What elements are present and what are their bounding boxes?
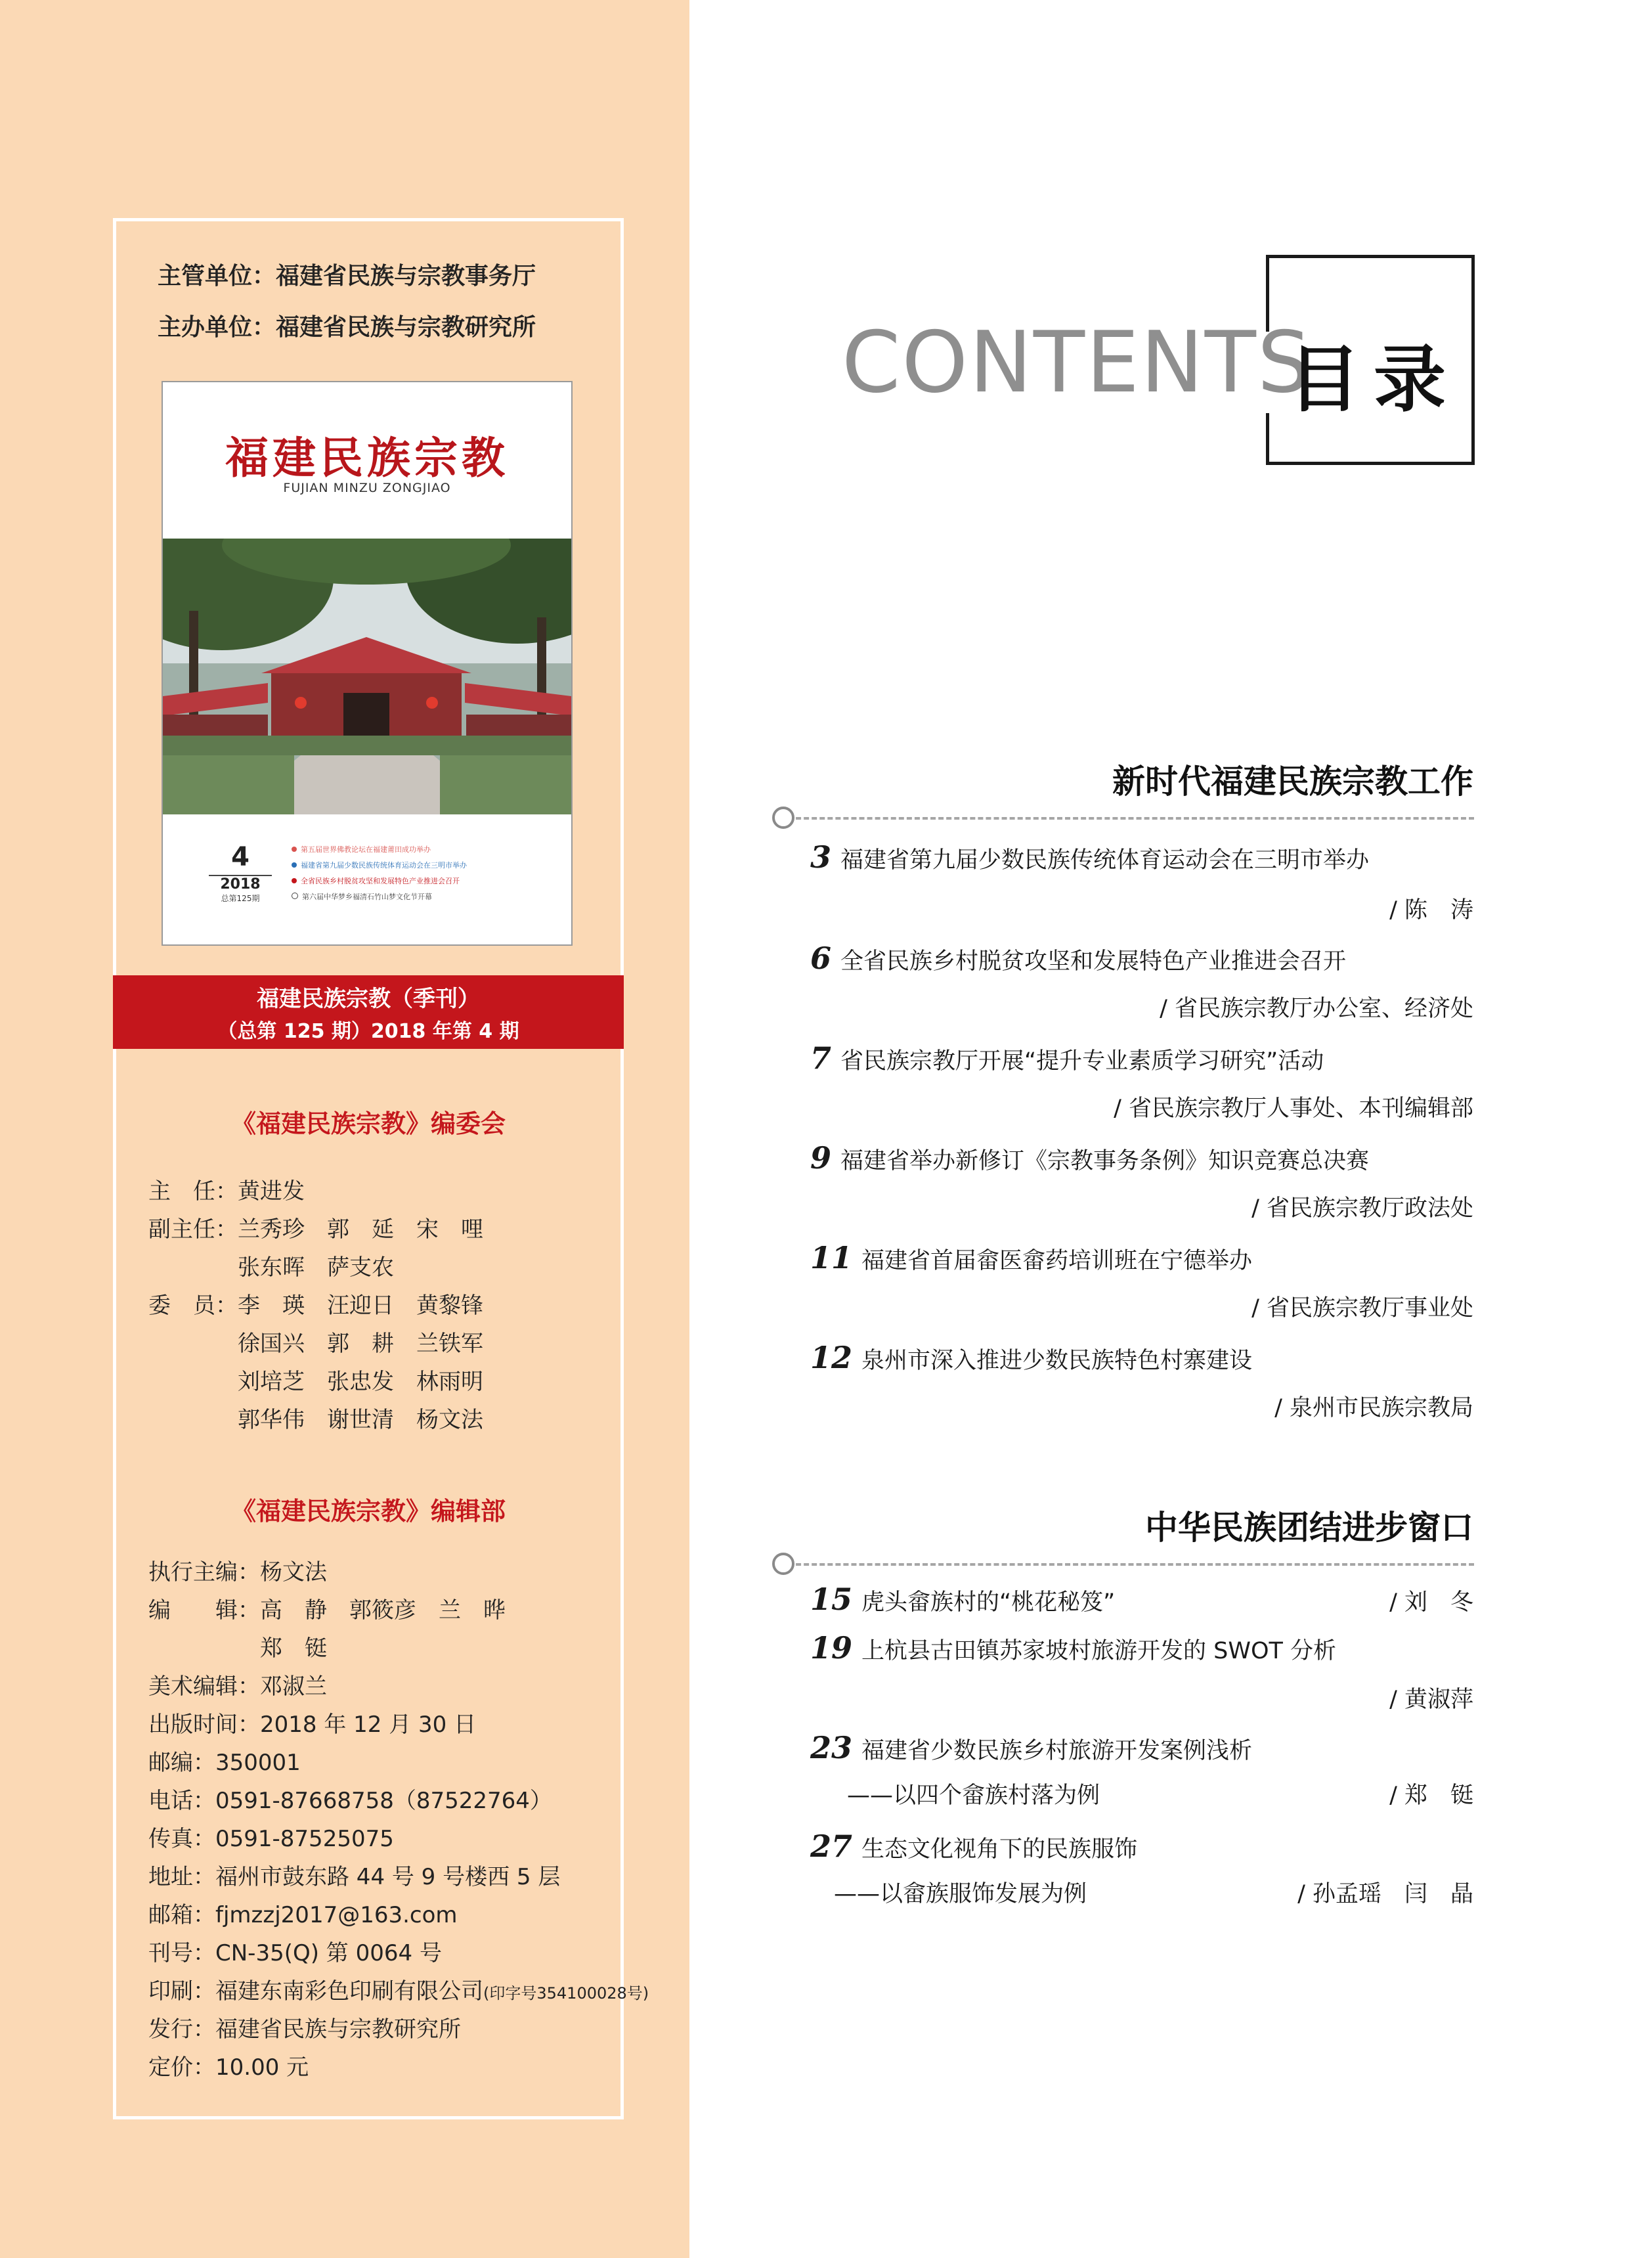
toc-article-title: 全省民族乡村脱贫攻坚和发展特色产业推进会召开: [840, 948, 1347, 975]
toc-author: / 孙孟瑶 闫 晶: [1297, 1881, 1473, 1907]
toc-author: / 黄淑萍: [1389, 1687, 1473, 1713]
cover-subtitle: FUJIAN MINZU ZONGJIAO: [283, 481, 451, 495]
bullet-icon: [292, 878, 297, 883]
editorial-line: 邮编：350001: [148, 1750, 301, 1776]
toc-page-number: 7: [810, 1040, 832, 1076]
toc-entry[interactable]: [810, 1730, 1252, 1765]
editorial-line: 执行主编：杨文法: [148, 1559, 327, 1585]
editorial-line: 定价：10.00 元: [148, 2054, 309, 2081]
editorial-line: 印刷：福建东南彩色印刷有限公司(印字号354100028号): [148, 1978, 649, 2004]
supervisor-unit: 主管单位：福建省民族与宗教事务厅: [158, 263, 536, 290]
toc-author: / 泉州市民族宗教局: [1274, 1395, 1473, 1421]
editorial-line: 邮箱：fjmzzj2017@163.com: [148, 1902, 458, 1928]
contents-heading-en: CONTENTS: [842, 314, 1313, 412]
temple-image: [163, 539, 571, 814]
cover-issue-year: 2018: [209, 875, 272, 893]
toc-article-title: 虎头畲族村的“桃花秘笈”: [861, 1589, 1116, 1616]
editorial-line: 郑 铤: [148, 1635, 327, 1662]
bullet-icon: [292, 862, 297, 868]
toc-article-title: 生态文化视角下的民族服饰: [861, 1836, 1138, 1863]
committee-line: 主 任：黄进发: [148, 1178, 305, 1205]
cover-headline: 福建省第九届少数民族传统体育运动会在三明市举办: [292, 858, 561, 874]
editorial-line: 美术编辑：邓淑兰: [148, 1673, 327, 1700]
editorial-line: 地址：福州市鼓东路 44 号 9 号楼西 5 层: [148, 1864, 561, 1890]
circle-icon: [772, 807, 794, 829]
toc-author: / 省民族宗教厅政法处: [1251, 1195, 1473, 1222]
editorial-heading: 《福建民族宗教》编辑部: [230, 1497, 506, 1526]
toc-entry[interactable]: [810, 839, 1369, 875]
toc-article-title: 福建省第九届少数民族传统体育运动会在三明市举办: [840, 847, 1370, 874]
toc-author: / 省民族宗教厅人事处、本刊编辑部: [1114, 1096, 1473, 1122]
circle-icon: [772, 1553, 794, 1575]
editorial-line: 刊号：CN-35(Q) 第 0064 号: [148, 1940, 442, 1966]
committee-heading: 《福建民族宗教》编委会: [230, 1109, 506, 1138]
toc-page-number: 11: [810, 1240, 853, 1275]
toc-page-number: 6: [810, 941, 832, 976]
toc-article-subtitle: ——以畲族服饰发展为例: [834, 1881, 1087, 1907]
section-title: 新时代福建民族宗教工作: [1112, 763, 1473, 801]
editorial-line: 编 辑：高 静 郭筱彦 兰 晔: [148, 1597, 506, 1624]
toc-page-number: 19: [810, 1630, 853, 1666]
bullet-icon: [292, 847, 297, 852]
sponsor-unit: 主办单位：福建省民族与宗教研究所: [158, 314, 536, 341]
toc-article-title: 福建省首届畲医畲药培训班在宁德举办: [861, 1248, 1253, 1274]
committee-line: 刘培芝 张忠发 林雨明: [148, 1369, 483, 1395]
editorial-line: 发行：福建省民族与宗教研究所: [148, 2016, 461, 2043]
cover-headlines: [292, 842, 561, 905]
journal-issue: （总第 125 期）2018 年第 4 期: [217, 1020, 519, 1043]
toc-page-number: 15: [810, 1582, 853, 1617]
bullet-icon: [292, 893, 298, 899]
toc-entry[interactable]: [810, 941, 1346, 976]
committee-line: 委 员：李 瑛 汪迎日 黄黎锋: [148, 1293, 483, 1319]
contents-heading-cn: 目录: [1288, 338, 1459, 422]
toc-entry[interactable]: [810, 1140, 1369, 1176]
magazine-cover: [162, 381, 573, 946]
cover-issue-block: [209, 842, 272, 904]
toc-page-number: 9: [810, 1140, 832, 1176]
committee-line: 郭华伟 谢世清 杨文法: [148, 1407, 483, 1433]
journal-name: 福建民族宗教（季刊）: [257, 986, 480, 1012]
toc-author: / 刘 冬: [1389, 1589, 1473, 1616]
toc-author: / 陈 涛: [1389, 897, 1473, 923]
committee-line: 张东晖 萨支农: [148, 1254, 394, 1281]
section-divider: [788, 1563, 1474, 1566]
toc-entry[interactable]: [810, 1630, 1336, 1666]
toc-entry[interactable]: [810, 1582, 1115, 1617]
toc-page-number: 23: [810, 1730, 853, 1765]
toc-article-title: 省民族宗教厅开展“提升专业素质学习研究”活动: [840, 1048, 1324, 1074]
cover-headline: 第六届中华梦乡福清石竹山梦文化节开幕: [292, 889, 561, 905]
toc-entry[interactable]: [810, 1340, 1252, 1375]
toc-entry[interactable]: [810, 1040, 1324, 1076]
toc-page-number: 27: [810, 1828, 853, 1864]
toc-article-title: 上杭县古田镇苏家坡村旅游开发的 SWOT 分析: [861, 1638, 1337, 1664]
cover-photo-temple: [163, 539, 571, 814]
cover-headline: 全省民族乡村脱贫攻坚和发展特色产业推进会召开: [292, 874, 561, 889]
toc-page-number: 12: [810, 1340, 853, 1375]
committee-line: 徐国兴 郭 耕 兰铁军: [148, 1331, 483, 1357]
toc-article-title: 福建省举办新修订《宗教事务条例》知识竞赛总决赛: [840, 1148, 1370, 1174]
cover-headline: 第五届世界佛教论坛在福建莆田成功举办: [292, 842, 561, 858]
editorial-line: 出版时间：2018 年 12 月 30 日: [148, 1712, 477, 1738]
section-divider: [788, 817, 1474, 820]
toc-article-subtitle: ——以四个畲族村落为例: [847, 1782, 1100, 1809]
editorial-line: 传真：0591-87525075: [148, 1826, 394, 1852]
toc-article-title: 泉州市深入推进少数民族特色村寨建设: [861, 1348, 1253, 1374]
cover-issue-total: 总第125期: [221, 894, 260, 903]
toc-page-number: 3: [810, 839, 832, 875]
toc-author: / 省民族宗教厅事业处: [1251, 1295, 1473, 1321]
section-title: 中华民族团结进步窗口: [1145, 1509, 1473, 1547]
toc-author: / 省民族宗教厅办公室、经济处: [1160, 996, 1473, 1022]
toc-author: / 郑 铤: [1389, 1782, 1473, 1809]
toc-article-title: 福建省少数民族乡村旅游开发案例浅析: [861, 1738, 1253, 1764]
toc-entry[interactable]: [810, 1240, 1252, 1275]
cover-title: 福建民族宗教: [225, 432, 509, 483]
cover-issue-number: 4: [231, 842, 250, 872]
editorial-line: 电话：0591-87668758（87522764）: [148, 1788, 552, 1814]
committee-line: 副主任：兰秀珍 郭 延 宋 哩: [148, 1216, 483, 1243]
print-license: (印字号354100028号): [483, 1984, 649, 2003]
journal-band: [113, 975, 624, 1049]
toc-entry[interactable]: [810, 1828, 1137, 1864]
